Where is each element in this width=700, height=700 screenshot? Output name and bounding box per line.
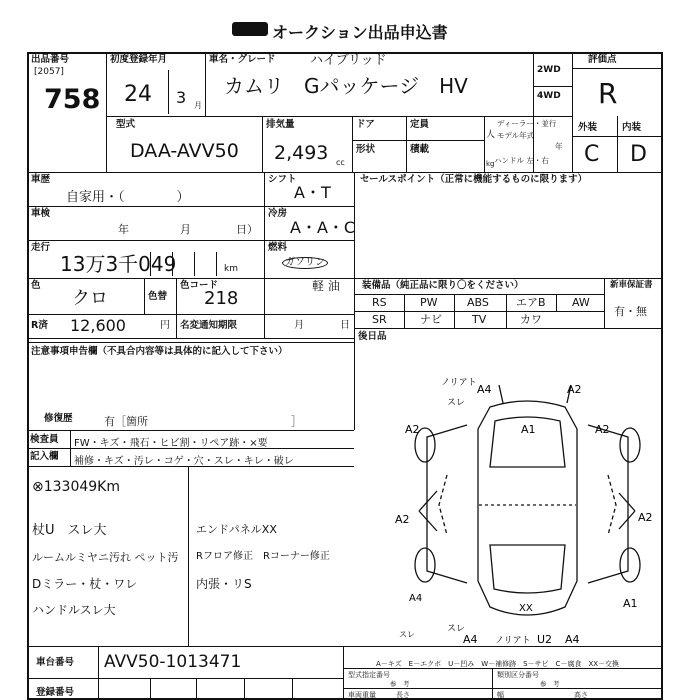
equip-leather: カワ — [520, 313, 542, 326]
color-code-value: 218 — [204, 288, 239, 309]
shape-label: 形状 — [356, 144, 376, 155]
color-code-label: 色コード — [180, 280, 219, 291]
reg-number-label: 登録番号 — [36, 687, 75, 698]
model-year-unit: 年 — [555, 142, 563, 151]
diagram-mark: A2 — [395, 513, 410, 526]
remark-right-3: 内張・リS — [196, 577, 252, 591]
interior-grade: D — [630, 142, 647, 167]
color-label: 色 — [31, 280, 41, 291]
shift-label: シフト — [268, 174, 297, 185]
first-reg-month-unit: 月 — [194, 101, 202, 110]
equip-rs: RS — [372, 296, 387, 309]
remark-2: ルームルミヤニ汚れ ペット汚 — [32, 551, 179, 564]
new-warranty-value: 有・無 — [614, 305, 647, 318]
capacity-unit: 人 — [486, 130, 496, 140]
load-label: 積載 — [410, 144, 430, 155]
first-reg-label: 初度登録年月 — [110, 54, 168, 65]
diagram-mark: U2 — [537, 633, 553, 645]
car-name-label: 車名・グレード — [209, 54, 276, 65]
inspector-row1: FW・キズ・飛石・ヒビ割・リペア跡・×要 — [74, 438, 268, 449]
remark-right-1: エンドパネルXX — [196, 523, 277, 536]
new-warranty-label: 新車保証書 — [610, 280, 653, 290]
inspector-label: 検査員 — [30, 434, 59, 445]
diagram-mark: ノリアト — [495, 636, 531, 645]
name-change-month: 月 — [294, 320, 304, 331]
door-label: ドア — [356, 119, 375, 130]
inspection-day: 日） — [236, 223, 258, 236]
remark-3: Dミラー・杖・ワレ — [32, 577, 138, 591]
first-reg-year: 24 — [124, 82, 152, 107]
recycle-label: R済 — [31, 320, 48, 331]
lot-number: 758 — [44, 84, 101, 115]
recycle-value: 12,600 — [70, 316, 126, 335]
diagram-mark: A4 — [409, 593, 423, 604]
diagram-mark: A2 — [595, 423, 610, 436]
remark-mileage: ⊗133049Km — [32, 479, 120, 495]
diagram-mark: A4 — [565, 633, 580, 645]
damage-legend: A－キズ E－エクボ U－凹み W－補修跡 S－サビ C－腐食 XX－交換 — [376, 660, 620, 668]
model-value: DAA-AVV50 — [130, 140, 239, 162]
capacity-label: 定員 — [410, 119, 430, 130]
fuel-label: 燃料 — [268, 242, 288, 253]
shift-value: A・T — [294, 183, 331, 202]
inspector-row2: 補修・キズ・汚レ・コゲ・穴・スレ・キレ・破レ — [74, 456, 294, 467]
load-unit: kg — [486, 160, 495, 168]
aircon-value: A・A・C — [290, 218, 356, 237]
diagram-mark: ノリアト — [441, 378, 477, 388]
inspection-year: 年 — [118, 223, 129, 236]
diagram-mark: A1 — [623, 597, 638, 610]
vehicle-weight-label: 車両重量 — [348, 691, 376, 699]
inspection-month: 月 — [180, 223, 191, 236]
diagram-mark: スレ — [399, 630, 415, 639]
chassis-label: 車台番号 — [36, 657, 75, 668]
car-history-value: 自家用・（ ） — [66, 190, 190, 205]
equip-aw: AW — [572, 296, 590, 309]
diagram-mark: スレ — [447, 398, 466, 408]
hybrid-text: ハイブリッド — [310, 53, 387, 68]
spec-ref: 参 考 — [390, 680, 410, 688]
color-change-label: 色替 — [148, 291, 168, 302]
width-label: 幅 — [497, 691, 504, 699]
remark-4: ハンドルスレ大 — [32, 603, 116, 617]
equip-tv: TV — [472, 313, 487, 326]
entry-label: 記入欄 — [30, 451, 59, 462]
diagram-mark: A2 — [567, 383, 582, 396]
interior-label: 内装 — [622, 122, 642, 133]
chassis-value: AVV50-1013471 — [104, 652, 242, 672]
diagram-mark: A1 — [521, 423, 536, 436]
name-change-day: 日 — [340, 320, 350, 331]
displacement-value: 2,493 — [274, 142, 329, 164]
exterior-label: 外装 — [578, 122, 598, 133]
model-year: モデル年式 — [497, 131, 535, 140]
diagram-mark: XX — [519, 603, 533, 614]
mileage-unit: km — [224, 264, 238, 274]
exterior-grade: C — [584, 142, 600, 167]
equip-abs: ABS — [467, 296, 489, 309]
rating-score: R — [598, 77, 618, 110]
handle-side: ハンドル 左・右 — [494, 156, 549, 165]
first-reg-month: 3 — [176, 88, 187, 107]
mileage-value: 13万3千049 — [60, 252, 177, 276]
fuel-gasoline: ガソリン — [282, 257, 328, 269]
mileage-label: 走行 — [31, 242, 51, 253]
drive-2wd: 2WD — [537, 65, 561, 75]
diagram-mark: A4 — [463, 633, 478, 645]
rear-items-label: 後日品 — [358, 331, 387, 342]
diagram-mark: スレ — [447, 624, 466, 634]
sales-point-label: セールスポイント（正常に機能するものに限ります） — [360, 174, 588, 185]
category-ref: 参 考 — [540, 680, 560, 688]
diagram-mark: A2 — [405, 423, 420, 436]
diagram-mark: A2 — [638, 511, 653, 524]
remark-1: 杖U スレ大 — [32, 523, 107, 538]
displacement-unit: cc — [336, 158, 345, 167]
color-value: クロ — [72, 288, 108, 309]
category-label: 類別区分番号 — [497, 671, 539, 679]
inspection-label: 車検 — [31, 208, 51, 219]
length-label: 長さ — [396, 691, 410, 699]
equip-navi: ナビ — [420, 313, 442, 326]
logo — [232, 22, 268, 36]
equip-sr: SR — [372, 313, 387, 326]
repair-history-value: 有［箇所 ］ — [104, 415, 302, 428]
remark-right-2: Rフロア修正 Rコーナー修正 — [196, 551, 330, 562]
fuel-light-oil: 軽 油 — [312, 279, 340, 293]
diagram-mark: A4 — [477, 383, 492, 396]
equipment-label: 装備品（純正品に限り〇をください） — [362, 280, 524, 291]
recycle-unit: 円 — [160, 320, 170, 331]
car-name-value: カムリ Gパッケージ HV — [224, 74, 468, 98]
dealer-import: ディーラー・並行 — [497, 119, 557, 128]
lot-code: [2057] — [34, 67, 64, 77]
height-label: 高さ — [574, 691, 588, 699]
spec-number-label: 型式指定番号 — [348, 671, 390, 679]
car-history-label: 車歴 — [31, 174, 51, 185]
form-title: オークション出品申込書 — [272, 23, 448, 42]
repair-history-label: 修復歴 — [44, 413, 73, 424]
model-label: 型式 — [116, 119, 136, 130]
rating-label: 評価点 — [588, 54, 617, 65]
drive-4wd: 4WD — [537, 91, 561, 101]
aircon-label: 冷房 — [268, 208, 288, 219]
name-change-label: 名変通知期限 — [180, 320, 238, 331]
lot-label: 出品番号 — [31, 54, 70, 65]
car-damage-diagram — [395, 375, 660, 645]
displacement-label: 排気量 — [266, 119, 295, 130]
equip-airbag: エアB — [516, 296, 546, 309]
notes-label: 注意事項申告欄（不具合内容等は具体的に記入して下さい） — [31, 346, 288, 357]
equip-pw: PW — [420, 296, 438, 309]
